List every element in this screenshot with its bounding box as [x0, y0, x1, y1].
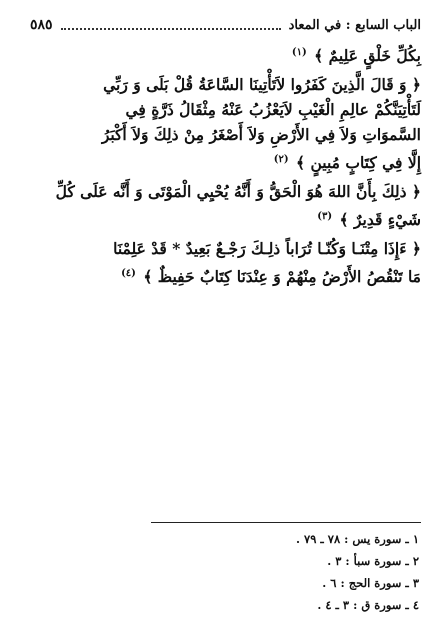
footnote-item: ١ ـ سورة يس : ٧٨ ـ ٧٩ . [296, 532, 419, 546]
footnote-ref: (٢) [273, 154, 289, 166]
page-number: ٥٨٥ [30, 17, 53, 33]
footnote-ref: (٣) [317, 211, 333, 223]
page-header [30, 14, 421, 36]
text-line: مَا تَنْقُصُ الأَرْضُ مِنْهُمْ وَ عِنْدَنَا كِتَابٌ حَفِيظٌ ﴾ $^{(٤)}$ [121, 267, 421, 287]
paragraph-4 [32, 236, 421, 289]
header-dot-leader [61, 28, 281, 30]
footnote-item: ٢ ـ سورة سبأ : ٣ . [327, 554, 419, 568]
footnote-ref: (١) [291, 47, 307, 58]
paragraph-2 [32, 72, 421, 175]
text-line: ﴿ ءَإِذَا مِتْنَـا وَكُنّـا تُرَاباً ذلِـكَ رَجْـعٌ بَعِيدٌ * قَدْ عَلِمْنَا [113, 239, 421, 259]
text-line: إِلَّا فِي كِتَابٍ مُبِينٍ ﴾ $^{(٢)}$ [273, 153, 421, 173]
footnote-item: ٣ ـ سورة الحج : ٦ . [322, 576, 419, 590]
text-line: ﴿ ذلِكَ بِأَنَّ اللهَ هُوَ الْحَقُّ وَ أَنَّهُ يُحْيِي الْمَوْتَى وَ أَنَّه عَلَى كُلِّ [55, 182, 421, 202]
text-line: ﴿ وَ قَالَ الَّذِينَ كَفَرُوا لاَتَأْتِينَا السَّاعَةُ قُلْ بَلَى وَ رَبِّي [103, 75, 421, 95]
text-line: بِكُلِّ خَلْقٍ عَلِيمٌ ﴾ $^{(١)}$ [291, 46, 421, 66]
text-line: شَيْءٍ قَدِيرٌ ﴾ $^{(٣)}$ [317, 210, 421, 230]
text-line: لَتَأْتِيَنَّكُمْ عالِمِ الْغَيْبِ لاَيَعْزُبُ عَنْهُ مِثْقَالُ ذَرَّةٍ فِي [125, 100, 421, 120]
chapter-title: الباب السابع : في المعاد [288, 17, 421, 33]
paragraph-1 [32, 40, 421, 68]
footnotes [150, 528, 419, 616]
paragraph-3 [32, 179, 421, 232]
footnote-ref: (٤) [121, 268, 136, 280]
text-line: السَّموَاتِ وَلاَ فِي الأَرْضِ وَلاَ أَصْغَرُ مِنْ ذلِكَ وَلاَ أَكْبَرُ [101, 125, 421, 145]
footnote-divider [151, 522, 421, 523]
footnote-item: ٤ ـ سورة ق : ٣ ـ ٤ . [317, 598, 419, 612]
main-text [32, 40, 421, 294]
